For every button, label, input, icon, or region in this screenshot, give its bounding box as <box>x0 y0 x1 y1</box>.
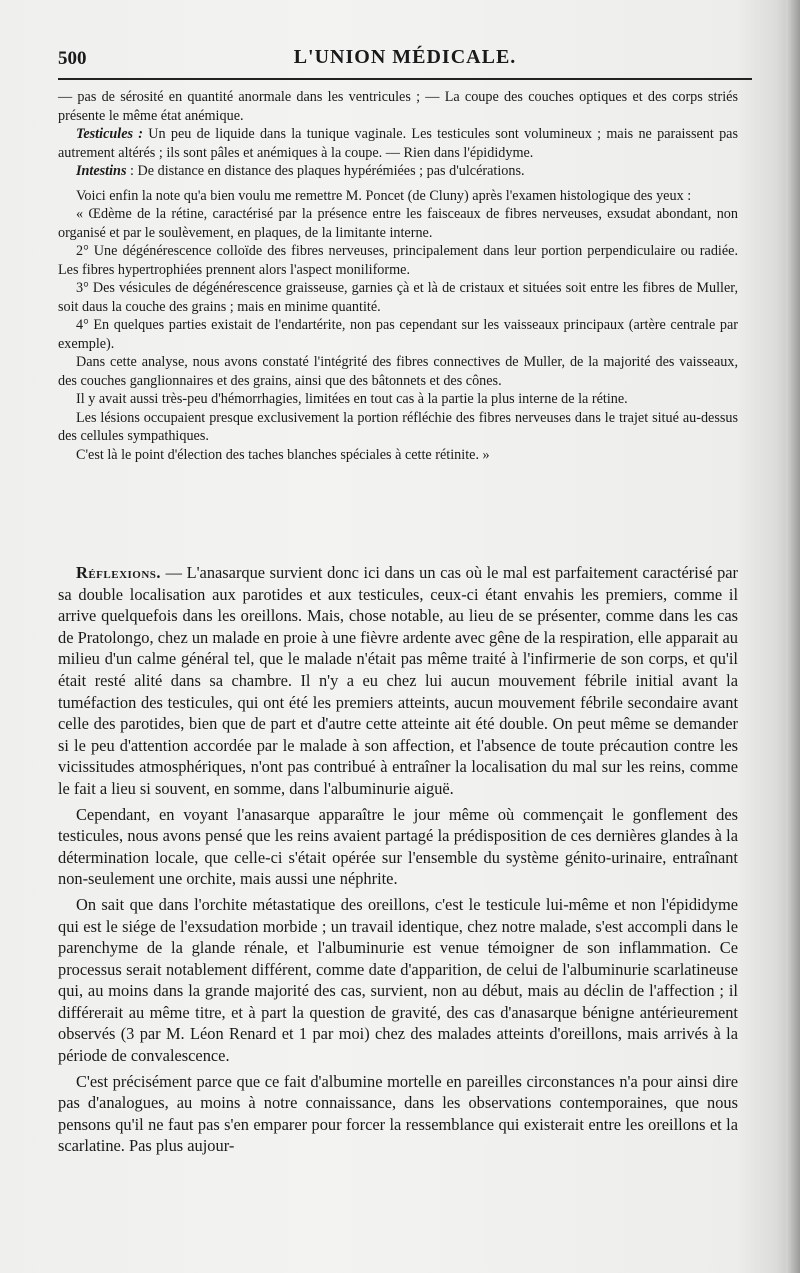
histology-item-3: 3° Des vésicules de dégénérescence graisseuse, garnies çà et là de cristaux et situées soit entre les fibres de Muller, soit daus la couche des grains ; mais en minime quantité. <box>58 280 738 315</box>
histology-lesions-paragraph: Les lésions occupaient presque exclusivement la portion réfléchie des fibres nerveuses dans le trajet situé au-dessus des cellules sympathiques. <box>58 409 738 444</box>
reflections-paragraph-3: On sait que dans l'orchite métastatique des oreillons, c'est le testicule lui-même et non l'épididyme qui est le siége de l'exsudation morbide ; un travail identique, chez notre malade, s'est accompli dans le parenchyme de la glande rénale, et l'albuminurie est venue témoigner de son inflammation. Ce processus serait notablement différent, comme date d'apparition, de celui de l'albuminurie scarlatineuse qui, au moins dans la grande majorité des cas, survient, non au début, mais au déclin de l'affection ; il différerait au même titre, et à part la question de gravité, des cas d'anasarque bénigne antérieurement observés (3 par M. Léon Renard et 1 par moi) chez des malades atteints d'oreillons, mais arrivés à la période de convalescence. <box>58 894 738 1066</box>
reflections-paragraph-4: C'est précisément parce que ce fait d'albumine mortelle en pareilles circonstances n'a pour ainsi dire pas d'analogues, au moins à notre connaissance, dans les observations contemporaines, que nous pensons qu'il ne faut pas s'en emparer pour forcer la ressemblance qui existerait entre les oreillons et la scarlatine. Pas plus aujour- <box>58 1071 738 1156</box>
autopsy-ventricles-paragraph: — pas de sérosité en quantité anormale dans les ventricules ; — La coupe des couches optiques et des corps striés présente le même état anémique. <box>58 89 738 124</box>
histology-item-4: 4° En quelques parties existait de l'endartérite, non pas cependant sur les vaisseaux principaux (artère centrale par exemple). <box>58 317 738 352</box>
page-header <box>58 44 752 74</box>
histology-item-2: 2° Une dégénérescence colloïde des fibres nerveuses, principalement dans leur portion perpendiculaire ou radiée. Les fibres hypertrophiées prennent alors l'aspect moniliforme. <box>58 243 738 278</box>
reflections-label: Réflexions. <box>76 563 162 582</box>
reflections-paragraph-2: Cependant, en voyant l'anasarque apparaître le jour même où commençait le gonflement des testicules, nous avons pensé que les reins avaient partagé la prédisposition de ces dernières glandes à la détermination locale, que celle-ci s'était opérée sur l'ensemble du système génito-urinaire, entraînant non-seulement une orchite, mais aussi une néphrite. <box>58 804 738 889</box>
histology-item-1: « Œdème de la rétine, caractérisé par la présence entre les faisceaux de fibres nerveuses, exsudat abondant, non organisé et par le soulèvement, en plaques, de la limitante interne. <box>58 206 738 241</box>
running-title: L'UNION MÉDICALE. <box>293 46 517 68</box>
autopsy-testicles-paragraph <box>58 125 738 162</box>
reflections-p1-text: — L'anasarque survient donc ici dans un cas où le mal est parfaitement caractérisé par sa double localisation aux parotides et aux testicules, ceux-ci étant envahis les premiers, comme il arrive quelquefois dans les oreillons. Mais, chose notable, au lieu de se présenter, comme dans les cas de Pratolongo, chez un malade en proie à une fièvre ardente avec gêne de la respiration, elle apparait au milieu d'un calme général tel, que le malade n'était pas même traité à l'infirmerie de son corps, et qu'il était resté alité dans sa chambre. Il n'y a eu chez lui aucun mouvement fébrile initial avant la tuméfaction des testicules, qui ont été les premiers atteints, aucun mouvement fébrile secondaire avant celle des parotides, bien que de part et d'autre cette atteinte ait été double. On peut même se demander si le peu d'attention accordée par le malade à son affection, et l'absence de toute précaution contre les vicissitudes atmosphériques, n'ont pas contribué à entraîner la localisation du mal sur les reins, comme le fait a lieu si souvent, en somme, dans l'albuminurie aiguë. <box>58 563 738 798</box>
header-rule <box>58 78 752 80</box>
testicles-label: Testicules : <box>76 126 144 142</box>
histology-intro-paragraph: Voici enfin la note qu'a bien voulu me remettre M. Poncet (de Cluny) après l'examen histologique des yeux : <box>76 187 692 204</box>
autopsy-intestines-paragraph <box>58 162 738 181</box>
reflections-paragraph-1 <box>58 562 738 800</box>
page-gutter-shadow <box>786 0 800 1273</box>
intestines-label: Intestins <box>76 163 127 179</box>
testicles-text: Un peu de liquide dans la tunique vaginale. Les testicules sont volumineux ; mais ne paraissent pas autrement altérés ; ils sont pâles et anémiques à la coupe. — Rien dans l'épididyme. <box>58 126 739 161</box>
page-number: 500 <box>58 48 87 69</box>
histology-analysis-paragraph: Dans cette analyse, nous avons constaté l'intégrité des fibres connectives de Muller, de la majorité des vaisseaux, des couches ganglionnaires et des grains, ainsi que des bâtonnets et des cônes. <box>58 354 738 389</box>
histology-election-paragraph: C'est là le point d'élection des taches blanches spéciales à cette rétinite. » <box>76 446 490 463</box>
main-text-section <box>58 562 738 1157</box>
histology-hemorrhage-paragraph: Il y avait aussi très-peu d'hémorrhagies, limitées en tout cas à la partie la plus interne de la rétine. <box>76 391 628 407</box>
intestines-text: : De distance en distance des plaques hypérémiées ; pas d'ulcérations. <box>126 163 525 179</box>
small-print-section <box>58 88 738 464</box>
